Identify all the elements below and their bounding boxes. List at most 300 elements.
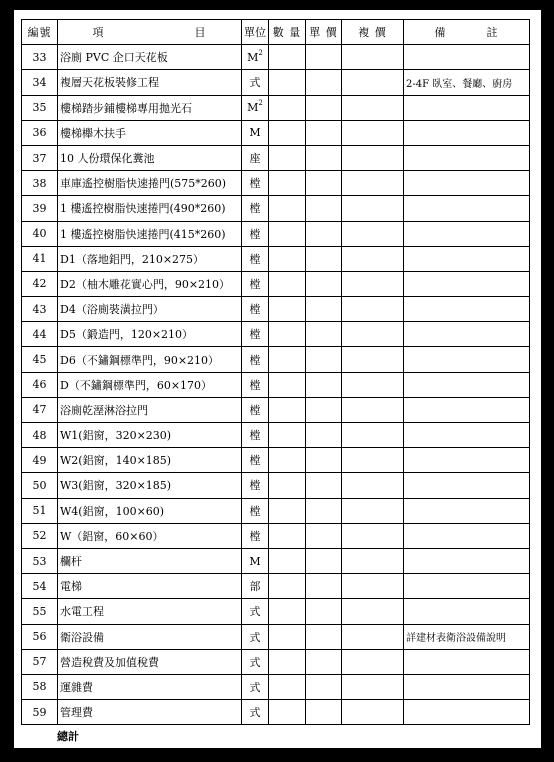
cell-item-text: 衛浴設備 — [60, 630, 104, 644]
cell-qty — [269, 271, 306, 296]
table-row — [22, 599, 530, 624]
cell-item — [58, 221, 242, 246]
cell-item-text: 樓梯踏步鋪樓梯專用拋光石 — [60, 101, 192, 115]
cell-num — [22, 347, 58, 372]
cell-price — [306, 548, 342, 573]
cell-item — [58, 271, 242, 296]
cell-total — [342, 271, 404, 296]
table-row — [22, 649, 530, 674]
cell-note — [404, 45, 530, 70]
cell-item-text: W2(鋁窗，140×185) — [60, 454, 172, 468]
cell-item-text: D2（柚木雕花實心門，90×210） — [60, 277, 231, 291]
table-row — [22, 120, 530, 145]
cell-price — [306, 120, 342, 145]
cell-price — [306, 145, 342, 170]
cell-unit — [242, 674, 269, 699]
cell-total — [342, 221, 404, 246]
cell-qty — [269, 397, 306, 422]
header-num: 編號 — [22, 20, 58, 45]
header-qty: 數 量 — [269, 20, 306, 45]
cell-note — [404, 574, 530, 599]
cell-price — [306, 347, 342, 372]
cell-price — [306, 599, 342, 624]
cell-item — [58, 674, 242, 699]
cell-price — [306, 649, 342, 674]
cell-note — [404, 674, 530, 699]
cell-note — [404, 95, 530, 120]
cell-num — [22, 372, 58, 397]
cell-qty — [269, 221, 306, 246]
cell-num — [22, 297, 58, 322]
cell-num — [22, 574, 58, 599]
table-row — [22, 448, 530, 473]
cell-unit — [242, 145, 269, 170]
cell-num — [22, 221, 58, 246]
cell-num-text: 59 — [32, 705, 47, 719]
cell-unit-text: 樘 — [249, 504, 261, 518]
cell-unit-text: 樘 — [249, 177, 261, 191]
cell-qty — [269, 70, 306, 95]
cell-total — [342, 523, 404, 548]
cell-item-text: W（鋁窗，60×60） — [60, 529, 164, 543]
cell-qty — [269, 473, 306, 498]
cell-num — [22, 649, 58, 674]
cell-note — [404, 523, 530, 548]
cell-num — [22, 548, 58, 573]
header-item — [58, 20, 242, 45]
header-item-left: 項 — [92, 26, 105, 40]
table-row — [22, 221, 530, 246]
cell-item — [58, 423, 242, 448]
cell-unit-text: 式 — [249, 655, 261, 669]
cell-unit — [242, 423, 269, 448]
cell-num — [22, 498, 58, 523]
cell-price — [306, 70, 342, 95]
table-row — [22, 45, 530, 70]
cell-num-text: 50 — [32, 478, 47, 492]
cell-unit — [242, 498, 269, 523]
cell-num — [22, 448, 58, 473]
cell-note — [404, 423, 530, 448]
cell-item-text: 欄杆 — [60, 555, 82, 569]
cell-num-text: 46 — [32, 378, 47, 392]
cell-qty — [269, 498, 306, 523]
cell-item-text: 車庫遙控樹脂快速捲門(575*260) — [60, 177, 227, 191]
cell-unit — [242, 523, 269, 548]
cell-price — [306, 45, 342, 70]
cell-total — [342, 196, 404, 221]
cell-qty — [269, 372, 306, 397]
cell-total — [342, 674, 404, 699]
cell-price — [306, 271, 342, 296]
table-row — [22, 171, 530, 196]
cell-price — [306, 523, 342, 548]
cell-unit-text: 樘 — [249, 328, 261, 342]
cell-qty — [269, 246, 306, 271]
cell-price — [306, 221, 342, 246]
cell-num — [22, 271, 58, 296]
cell-num-text: 58 — [32, 680, 47, 694]
cell-item-text: 管理費 — [60, 706, 93, 720]
cell-num — [22, 70, 58, 95]
cell-total — [342, 574, 404, 599]
table-row — [22, 297, 530, 322]
cell-unit — [242, 246, 269, 271]
cell-num — [22, 171, 58, 196]
cell-unit-text: 樘 — [249, 529, 261, 543]
cell-note — [404, 473, 530, 498]
cell-item — [58, 322, 242, 347]
cell-item — [58, 347, 242, 372]
table-row — [22, 674, 530, 699]
cell-price — [306, 246, 342, 271]
cell-qty — [269, 347, 306, 372]
cell-num-text: 37 — [32, 151, 47, 165]
cell-note — [404, 397, 530, 422]
cell-item — [58, 548, 242, 573]
cell-price — [306, 297, 342, 322]
cell-unit — [242, 372, 269, 397]
cell-item-text: 複層天花板裝修工程 — [60, 76, 159, 90]
cell-item — [58, 372, 242, 397]
cell-unit-text: 樘 — [249, 454, 261, 468]
cell-unit — [242, 95, 269, 120]
cell-total — [342, 322, 404, 347]
cell-item-text: W4(鋁窗，100×60) — [60, 504, 165, 518]
cell-note — [404, 599, 530, 624]
table-row — [22, 196, 530, 221]
cell-total — [342, 70, 404, 95]
cell-num-text: 40 — [32, 227, 47, 241]
total-label: 總計 — [57, 730, 79, 743]
cell-unit-text: 式 — [249, 605, 261, 619]
cell-num-text: 45 — [32, 353, 47, 367]
cell-unit-text: 樘 — [249, 403, 261, 417]
cell-total — [342, 246, 404, 271]
cell-price — [306, 423, 342, 448]
cell-unit-text: 式 — [249, 76, 261, 90]
cell-note — [404, 498, 530, 523]
unit-superscript: 2 — [258, 48, 263, 57]
cell-item-text: 10 人份環保化糞池 — [60, 152, 155, 166]
cell-qty — [269, 574, 306, 599]
cell-unit — [242, 574, 269, 599]
cell-price — [306, 372, 342, 397]
cell-num-text: 57 — [32, 655, 47, 669]
cell-item — [58, 70, 242, 95]
cell-num-text: 44 — [32, 327, 47, 341]
cell-unit-text: M — [249, 554, 261, 568]
cell-num — [22, 674, 58, 699]
cell-item — [58, 171, 242, 196]
table-row — [22, 498, 530, 523]
cell-unit-text: 樘 — [249, 252, 261, 266]
cell-price — [306, 473, 342, 498]
cell-unit — [242, 397, 269, 422]
cell-item-text: 運雜費 — [60, 680, 93, 694]
cell-note — [404, 624, 530, 649]
table-row — [22, 322, 530, 347]
cell-item — [58, 145, 242, 170]
cell-num — [22, 120, 58, 145]
cell-qty — [269, 674, 306, 699]
table-header-row — [22, 20, 530, 45]
cell-qty — [269, 45, 306, 70]
cell-note — [404, 246, 530, 271]
cell-price — [306, 448, 342, 473]
cell-num — [22, 624, 58, 649]
cell-num-text: 56 — [32, 630, 47, 644]
table-row — [22, 397, 530, 422]
cell-qty — [269, 171, 306, 196]
cell-item-text: 水電工程 — [60, 605, 104, 619]
cell-qty — [269, 700, 306, 725]
cell-unit-text: M — [247, 101, 259, 115]
cell-num — [22, 599, 58, 624]
cell-unit-text: 樘 — [249, 202, 261, 216]
cell-total — [342, 120, 404, 145]
cell-num-text: 41 — [32, 252, 47, 266]
cell-note — [404, 322, 530, 347]
cell-unit — [242, 322, 269, 347]
cell-num — [22, 397, 58, 422]
cell-item-text: 浴廁 PVC 企口天花板 — [60, 51, 168, 65]
cell-total — [342, 297, 404, 322]
cell-num — [22, 473, 58, 498]
cell-unit — [242, 120, 269, 145]
cell-total — [342, 548, 404, 573]
cell-unit — [242, 271, 269, 296]
table-body — [22, 45, 530, 725]
cell-unit — [242, 473, 269, 498]
cell-total — [342, 624, 404, 649]
cell-price — [306, 171, 342, 196]
cell-price — [306, 196, 342, 221]
quotation-table — [21, 19, 530, 725]
cell-item — [58, 649, 242, 674]
cell-note — [404, 70, 530, 95]
cell-unit-text: 樘 — [249, 277, 261, 291]
cell-price — [306, 700, 342, 725]
header-note-left: 備 — [434, 26, 447, 40]
table-row — [22, 523, 530, 548]
cell-note — [404, 548, 530, 573]
cell-unit-text: 樘 — [249, 303, 261, 317]
cell-item-text: D5（鍛造門，120×210） — [60, 328, 194, 342]
cell-unit — [242, 45, 269, 70]
cell-unit-text: M — [247, 50, 259, 64]
cell-num-text: 42 — [32, 277, 47, 291]
cell-price — [306, 397, 342, 422]
cell-unit-text: 樘 — [249, 378, 261, 392]
cell-item — [58, 448, 242, 473]
cell-item — [58, 397, 242, 422]
cell-price — [306, 322, 342, 347]
cell-item — [58, 246, 242, 271]
cell-num-text: 49 — [32, 453, 47, 467]
table-row — [22, 423, 530, 448]
cell-item-text: 浴廁乾溼淋浴拉門 — [60, 403, 148, 417]
cell-num-text: 53 — [32, 554, 47, 568]
cell-num-text: 55 — [32, 604, 47, 618]
cell-price — [306, 574, 342, 599]
cell-unit-text: 式 — [249, 706, 261, 720]
table-row — [22, 700, 530, 725]
cell-qty — [269, 599, 306, 624]
cell-item — [58, 523, 242, 548]
cell-num — [22, 196, 58, 221]
document-page — [14, 10, 541, 748]
cell-price — [306, 624, 342, 649]
cell-total — [342, 171, 404, 196]
cell-total — [342, 423, 404, 448]
cell-note-text: 詳建材表衛浴設備說明 — [406, 633, 506, 645]
cell-total — [342, 599, 404, 624]
cell-unit — [242, 221, 269, 246]
cell-item-text: W1(鋁窗，320×230) — [60, 429, 172, 443]
cell-num — [22, 145, 58, 170]
cell-num-text: 34 — [32, 75, 47, 89]
cell-price — [306, 674, 342, 699]
header-total: 複 價 — [342, 20, 404, 45]
cell-note — [404, 221, 530, 246]
cell-unit — [242, 448, 269, 473]
cell-qty — [269, 95, 306, 120]
table-row — [22, 574, 530, 599]
cell-unit-text: M — [249, 126, 261, 140]
cell-qty — [269, 196, 306, 221]
cell-total — [342, 700, 404, 725]
cell-item — [58, 473, 242, 498]
cell-note — [404, 649, 530, 674]
table-row — [22, 347, 530, 372]
cell-total — [342, 45, 404, 70]
cell-price — [306, 498, 342, 523]
cell-item-text: 電梯 — [60, 580, 82, 594]
cell-qty — [269, 322, 306, 347]
cell-unit — [242, 548, 269, 573]
cell-price — [306, 95, 342, 120]
cell-item-text: 1 樓遙控樹脂快速捲門(490*260) — [60, 202, 226, 216]
cell-unit — [242, 297, 269, 322]
cell-item-text: 樓梯櫸木扶手 — [60, 126, 126, 140]
cell-note — [404, 271, 530, 296]
cell-qty — [269, 548, 306, 573]
cell-qty — [269, 624, 306, 649]
cell-item — [58, 120, 242, 145]
cell-qty — [269, 145, 306, 170]
cell-item — [58, 624, 242, 649]
cell-note — [404, 171, 530, 196]
table-row — [22, 624, 530, 649]
cell-qty — [269, 120, 306, 145]
header-unit: 單位 — [242, 20, 269, 45]
cell-qty — [269, 448, 306, 473]
header-note-right: 註 — [486, 26, 499, 40]
table-row — [22, 548, 530, 573]
cell-unit — [242, 70, 269, 95]
cell-unit-text: 部 — [249, 580, 261, 594]
cell-unit-text: 式 — [249, 630, 261, 644]
cell-unit-text: 式 — [249, 680, 261, 694]
cell-note — [404, 145, 530, 170]
cell-item — [58, 700, 242, 725]
cell-num-text: 47 — [32, 403, 47, 417]
cell-num — [22, 246, 58, 271]
cell-unit — [242, 700, 269, 725]
cell-note-text: 2-4F 臥室、餐廳、廚房 — [406, 78, 513, 90]
cell-num — [22, 423, 58, 448]
cell-note — [404, 448, 530, 473]
cell-total — [342, 397, 404, 422]
cell-num — [22, 95, 58, 120]
cell-num — [22, 322, 58, 347]
cell-unit-text: 樘 — [249, 429, 261, 443]
cell-num-text: 54 — [32, 579, 47, 593]
cell-num-text: 48 — [32, 428, 47, 442]
header-item-right: 目 — [194, 26, 207, 40]
cell-total — [342, 372, 404, 397]
table-row — [22, 473, 530, 498]
cell-item-text: W3(鋁窗，320×185) — [60, 479, 172, 493]
cell-unit — [242, 624, 269, 649]
cell-num — [22, 45, 58, 70]
cell-num-text: 39 — [32, 201, 47, 215]
cell-total — [342, 95, 404, 120]
cell-item — [58, 196, 242, 221]
cell-note — [404, 347, 530, 372]
cell-note — [404, 196, 530, 221]
cell-total — [342, 473, 404, 498]
cell-total — [342, 448, 404, 473]
cell-num-text: 52 — [32, 529, 47, 543]
cell-item — [58, 574, 242, 599]
cell-note — [404, 700, 530, 725]
cell-unit-text: 樘 — [249, 479, 261, 493]
cell-item-text: 1 樓遙控樹脂快速捲門(415*260) — [60, 227, 226, 241]
cell-total — [342, 347, 404, 372]
cell-item — [58, 95, 242, 120]
cell-unit — [242, 347, 269, 372]
cell-qty — [269, 523, 306, 548]
cell-qty — [269, 649, 306, 674]
table-row — [22, 70, 530, 95]
cell-num-text: 51 — [32, 504, 47, 518]
cell-total — [342, 145, 404, 170]
cell-item-text: D4（浴廁裝潢拉門） — [60, 303, 164, 317]
cell-unit — [242, 649, 269, 674]
table-row — [22, 271, 530, 296]
cell-qty — [269, 297, 306, 322]
cell-total — [342, 649, 404, 674]
cell-item — [58, 498, 242, 523]
header-note — [404, 20, 530, 45]
cell-item-text: 營造稅費及加值稅費 — [60, 655, 159, 669]
cell-note — [404, 372, 530, 397]
cell-num — [22, 700, 58, 725]
table-row — [22, 246, 530, 271]
cell-num-text: 35 — [32, 101, 47, 115]
cell-num-text: 36 — [32, 126, 47, 140]
unit-superscript: 2 — [258, 99, 263, 108]
table-row — [22, 145, 530, 170]
table-row — [22, 95, 530, 120]
cell-total — [342, 498, 404, 523]
cell-num-text: 43 — [32, 302, 47, 316]
cell-unit-text: 樘 — [249, 227, 261, 241]
cell-num-text: 33 — [32, 50, 47, 64]
cell-num — [22, 523, 58, 548]
